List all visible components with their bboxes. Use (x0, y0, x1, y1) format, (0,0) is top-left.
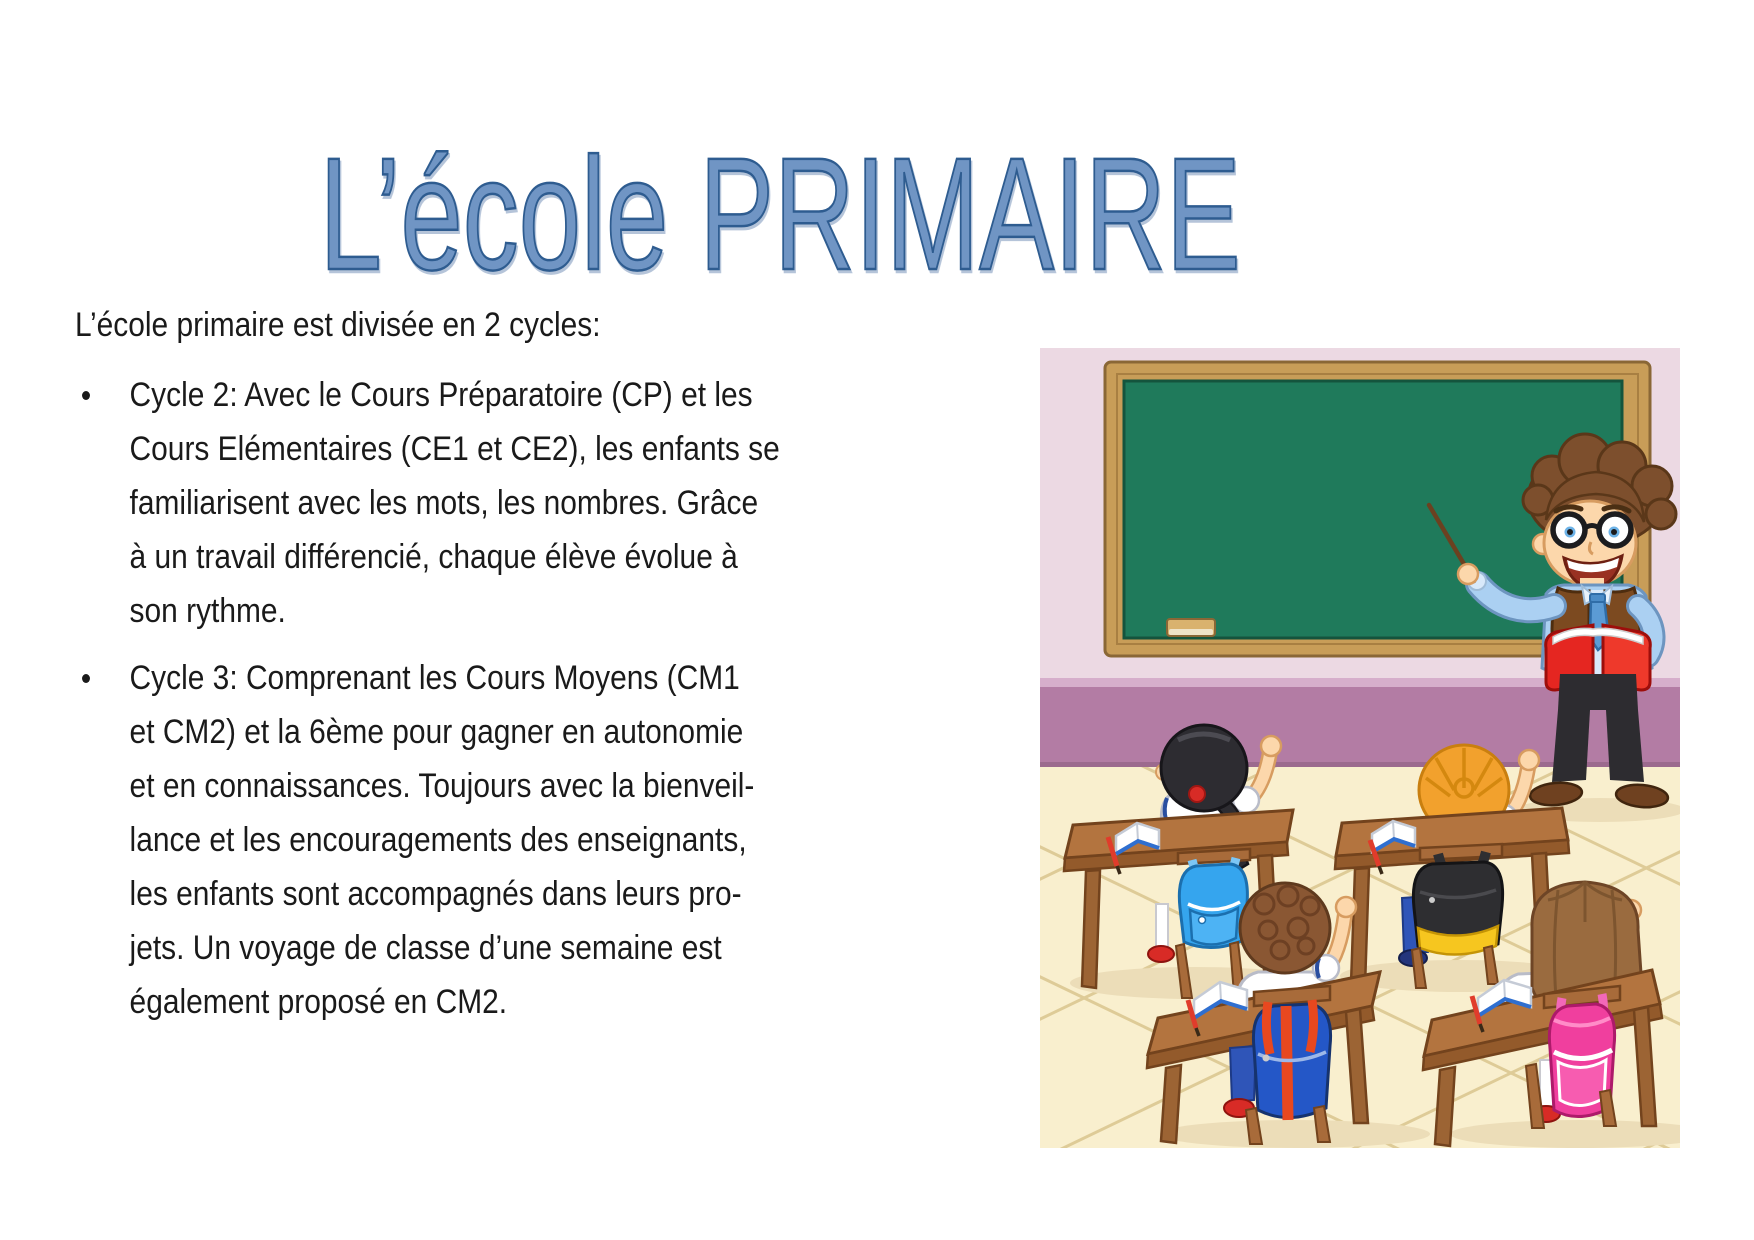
body-line: et en connaissances. Toujours avec la bienveil- (129, 767, 755, 805)
bullet-dot (82, 674, 90, 683)
eraser-icon (1167, 619, 1215, 636)
body-line: et CM2) et la 6ème pour gagner en autonomie (129, 713, 744, 751)
body-line: jets. Un voyage de classe d’une semaine est (129, 929, 722, 967)
body-text-column (75, 0, 849, 1240)
red-shoe (1148, 946, 1174, 962)
bullet-cycle-3 (75, 651, 832, 1029)
body-line: à un travail différencié, chaque élève évolue à (129, 538, 738, 576)
body-line: son rythme. (129, 592, 286, 630)
backpack-blue-icon (1179, 864, 1247, 948)
sock (1156, 904, 1168, 948)
jeans (1230, 1046, 1256, 1102)
classroom-illustration (1040, 348, 1680, 1148)
intro-line: L’école primaire est divisée en 2 cycles: (75, 306, 601, 344)
body-line: Cours Elémentaires (CE1 et CE2), les enfants se (129, 430, 780, 468)
body-line: également proposé en CM2. (129, 983, 508, 1021)
red-hair-tie (1189, 786, 1205, 802)
bullet-cycle-2 (75, 368, 832, 638)
body-line: Cycle 3: Comprenant les Cours Moyens (CM1 (129, 659, 740, 697)
head-curly-hair (1240, 883, 1330, 973)
body-line: lance et les encouragements des enseignants, (129, 821, 747, 859)
body-line: les enfants sont accompagnés dans leurs pro- (129, 875, 742, 913)
body-line: familiarisent avec les mots, les nombres. Grâce (129, 484, 759, 522)
page-title-text: L’école PRIMAIRE (319, 124, 1241, 303)
body-line: Cycle 2: Avec le Cours Préparatoire (CP) et les (129, 376, 753, 414)
backpack-black-icon (1413, 862, 1502, 955)
backpack-navy-icon (1253, 1000, 1330, 1120)
bullet-dot (82, 391, 90, 400)
